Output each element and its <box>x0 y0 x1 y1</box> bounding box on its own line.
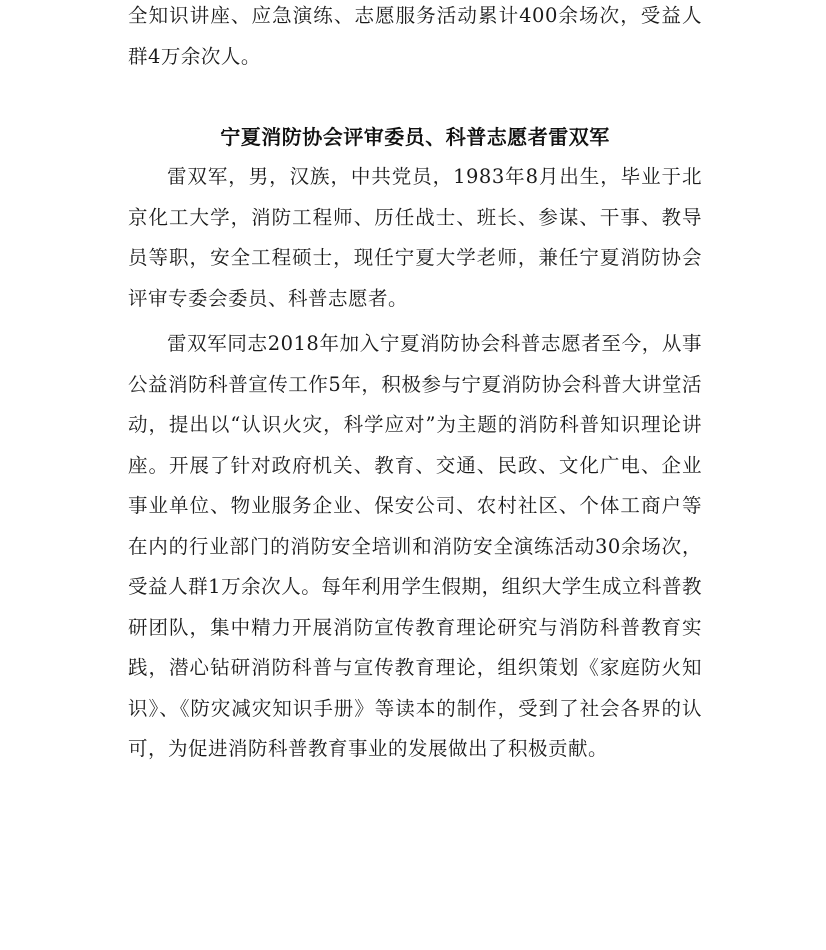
continuation-text: 全知识讲座、应急演练、志愿服务活动累计400余场次，受益人群4万余次人。 <box>128 4 702 68</box>
body-paragraph-achievements: 雷双军同志2018年加入宁夏消防协会科普志愿者至今，从事公益消防科普宣传工作5年，积极参与宁夏消防协会科普大讲堂活动，提出以“认识火灾，科学应对”为主题的消防科普知识理论讲座。开展了针对政府机关、教育、交通、民政、文化广电、企业事业单位、物业服务企业、保安公司、农村社区、个体工商户等在内的行业部门的消防安全培训和消防安全演练活动30余场次，受益人群1万余次人。每年利用学生假期，组织大学生成立科普教研团队，集中精力开展消防宣传教育理论研究与消防科普教育实践，潜心钻研消防科普与宣传教育理论，组织策划《家庭防火知识》、《防灾减灾知识手册》等读本的制作，受到了社会各界的认可，为促进消防科普教育事业的发展做出了积极贡献。 <box>128 332 702 760</box>
continuation-paragraph <box>128 0 702 77</box>
section-heading: 宁夏消防协会评审委员、科普志愿者雷双军 <box>220 125 610 149</box>
body-paragraph-biography: 雷双军，男，汉族，中共党员，1983年8月出生，毕业于北京化工大学，消防工程师、历任战士、班长、参谋、干事、教导员等职，安全工程硕士，现任宁夏大学老师，兼任宁夏消防协会评审专委会委员、科普志愿者。 <box>128 165 702 310</box>
